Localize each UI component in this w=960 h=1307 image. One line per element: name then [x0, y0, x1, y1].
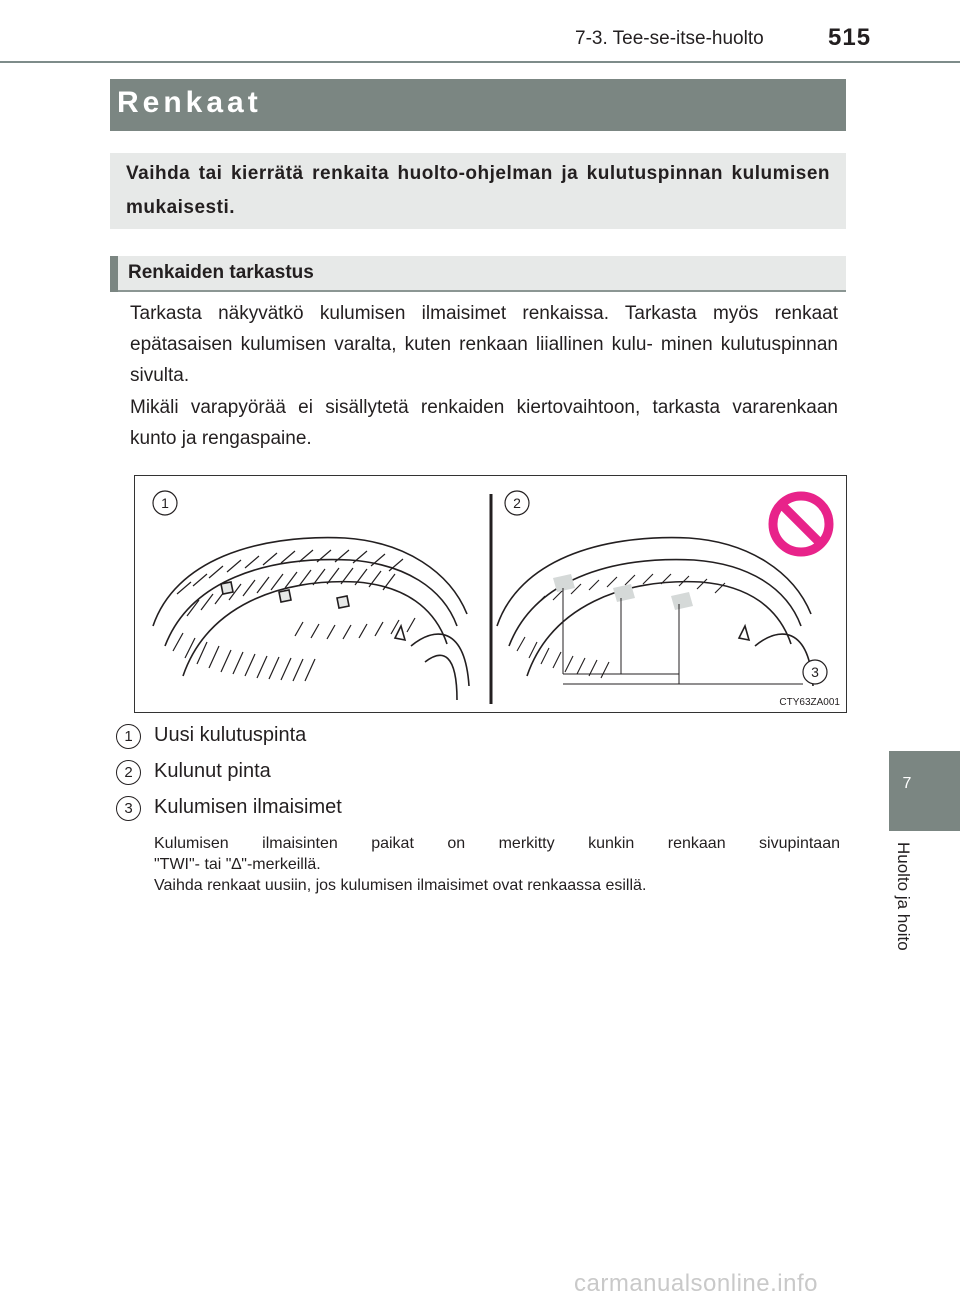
chapter-tab-label: Huolto ja hoito [894, 842, 913, 951]
wear-indicator-note [154, 833, 840, 896]
tire-wear-illustration [134, 475, 847, 713]
legend-label: Kulunut pinta [154, 760, 271, 782]
callout-2-label: 2 [513, 495, 521, 511]
new-tire [153, 538, 469, 700]
subsection-title: Renkaiden tarkastus [128, 262, 314, 283]
page-number: 515 [828, 24, 872, 51]
paragraph-inspection: Tarkasta näkyvätkö kulumisen ilmaisimet renkaissa. Tarkasta myös renkaat epätasaisen kulumisen varalta, kuten renkaan liiallinen kulu- minen kulutuspinnan sivulta. [130, 303, 838, 386]
chapter-tab-number: 7 [902, 775, 912, 792]
worn-tire [497, 538, 813, 686]
legend-number: 1 [116, 724, 141, 749]
paragraph-spare-tire: Mikäli varapyörää ei sisällytetä renkaiden kiertovaihtoon, tarkasta vararenkaan kunto ja rengaspaine. [130, 397, 838, 449]
note-line-3: Vaihda renkaat uusiin, jos kulumisen ilmaisimet ovat renkaassa esillä. [154, 877, 647, 894]
callout-1-label: 1 [161, 495, 169, 511]
tire-drawing [135, 476, 846, 712]
legend-number: 3 [116, 796, 141, 821]
note-line-1: Kulumisen ilmaisinten paikat on merkitty kunkin renkaan sivupintaan [154, 835, 840, 852]
chapter-title: Renkaat [117, 86, 262, 119]
callout-3-label: 3 [811, 664, 819, 680]
intro-text: Vaihda tai kierrätä renkaita huolto-ohjelman ja kulutuspinnan kulumisen mukaisesti. [126, 163, 830, 218]
figure-code: CTY63ZA001 [779, 697, 840, 708]
prohibition-icon [773, 496, 829, 552]
note-line-2: "TWI"- tai "∆"-merkeillä. [154, 856, 321, 873]
subsection-accent [110, 256, 118, 292]
section-title: 7-3. Tee-se-itse-huolto [575, 28, 764, 49]
watermark: carmanualsonline.info [574, 1270, 818, 1297]
legend-label: Kulumisen ilmaisimet [154, 796, 342, 818]
legend-label: Uusi kulutuspinta [154, 724, 307, 746]
legend-number: 2 [116, 760, 141, 785]
header-divider [0, 61, 960, 63]
